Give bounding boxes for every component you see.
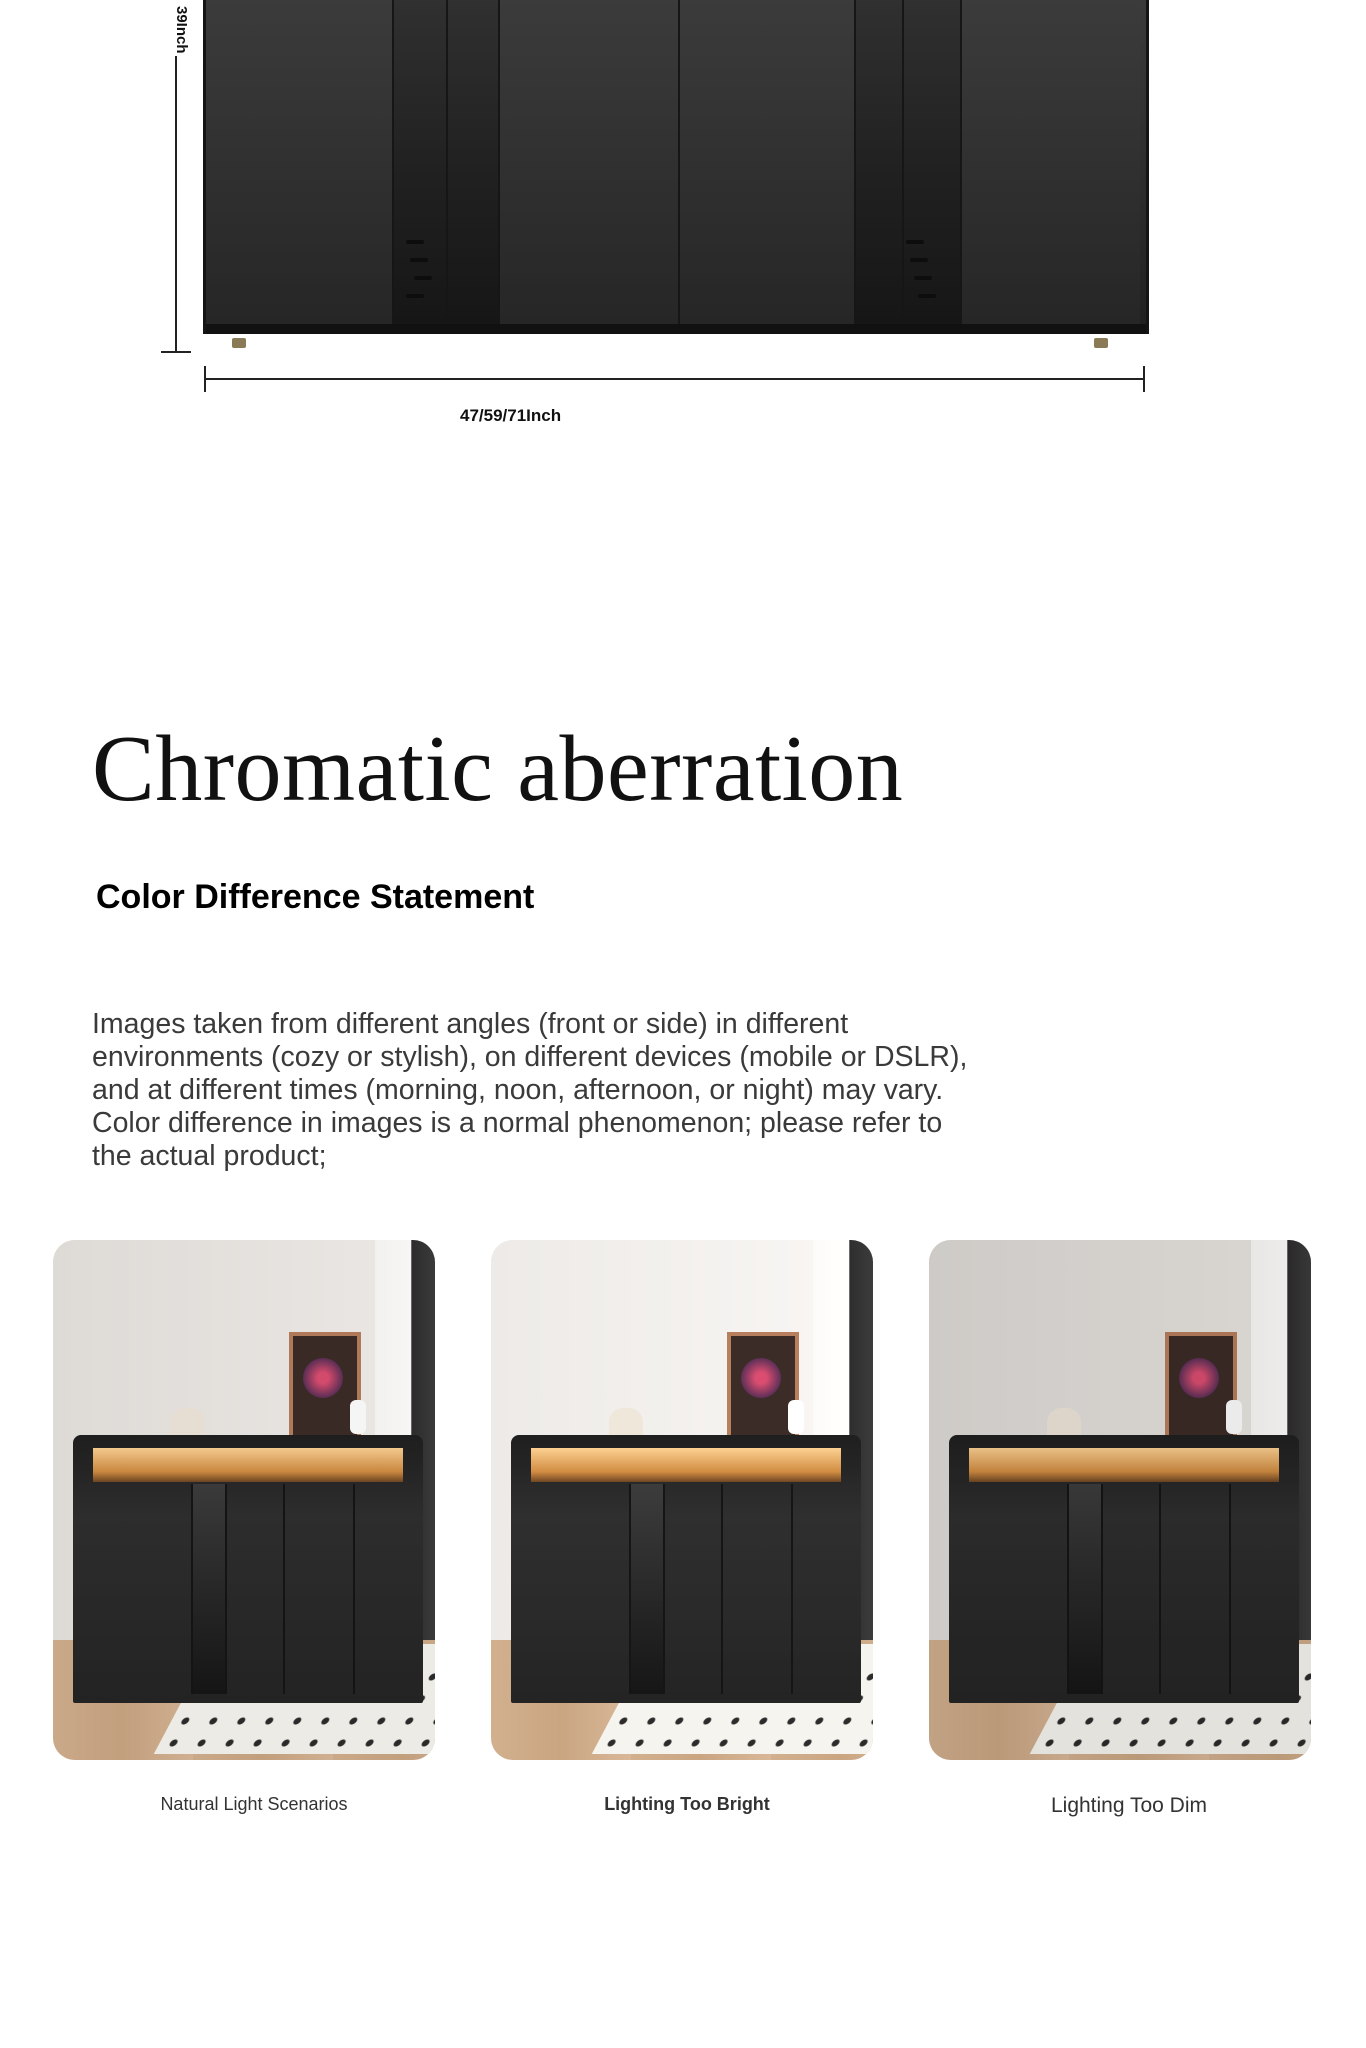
photo-decoration — [609, 1408, 643, 1438]
photo-lit-shelf — [969, 1448, 1279, 1482]
photo-glass-door — [1067, 1484, 1101, 1694]
door-seam — [392, 0, 394, 326]
photo-glass-door — [629, 1484, 663, 1694]
photo-door-line — [791, 1484, 793, 1694]
cabinet-foot — [232, 338, 246, 348]
caption-lighting-too-dim: Lighting Too Dim — [1050, 1794, 1208, 1817]
cabinet-glass-door — [854, 0, 960, 326]
width-dimension-cap — [1143, 366, 1145, 392]
height-dimension-cap — [161, 351, 191, 353]
cabinet-door — [206, 0, 392, 326]
photo-door-line — [225, 1484, 227, 1694]
cabinet-base — [206, 324, 1146, 334]
dimension-illustration — [0, 0, 1366, 460]
section-headline: Chromatic aberration — [92, 717, 904, 821]
photo-vase — [350, 1400, 366, 1434]
reflection-mark — [406, 294, 424, 298]
door-seam — [498, 0, 500, 326]
photo-door-line — [353, 1484, 355, 1694]
height-label: 39Inch — [173, 6, 190, 54]
cabinet-front-view — [203, 0, 1149, 334]
photo-door-line — [1229, 1484, 1231, 1694]
photo-door-line — [283, 1484, 285, 1694]
caption-natural-light: Natural Light Scenarios — [160, 1794, 348, 1814]
photo-decoration — [171, 1408, 205, 1438]
reflection-mark — [906, 240, 924, 244]
photo-lit-shelf — [531, 1448, 841, 1482]
cabinet-foot — [1094, 338, 1108, 348]
door-seam — [902, 0, 904, 326]
reflection-mark — [406, 240, 424, 244]
photo-door-line — [629, 1484, 631, 1694]
door-seam — [678, 0, 680, 326]
reflection-mark — [914, 276, 932, 280]
cabinet-door — [678, 0, 854, 326]
photo-door-line — [1101, 1484, 1103, 1694]
door-seam — [960, 0, 962, 326]
reflection-mark — [918, 294, 936, 298]
cabinet-door — [960, 0, 1140, 326]
photo-lighting-too-dim — [929, 1240, 1311, 1760]
color-difference-statement: Images taken from different angles (front or side) in different environments (cozy or stylish), on different devices (mobile or DSLR), and at different times (morning, noon, afternoon, or night) may vary. Color difference in images is a normal phenomenon; please refer to the actual product; — [92, 1008, 968, 1172]
section-subheadline: Color Difference Statement — [96, 878, 535, 916]
width-dimension-line — [204, 378, 1144, 380]
photo-glass-door — [191, 1484, 225, 1694]
photo-decoration — [1047, 1408, 1081, 1438]
height-dimension-line — [175, 56, 177, 352]
photo-door-line — [721, 1484, 723, 1694]
photo-vase — [1226, 1400, 1242, 1434]
photo-door-line — [1159, 1484, 1161, 1694]
reflection-mark — [414, 276, 432, 280]
photo-lit-shelf — [93, 1448, 403, 1482]
photo-door-line — [663, 1484, 665, 1694]
reflection-mark — [410, 258, 428, 262]
photo-door-line — [191, 1484, 193, 1694]
photo-vase — [788, 1400, 804, 1434]
door-seam — [854, 0, 856, 326]
photo-lighting-too-bright — [491, 1240, 873, 1760]
reflection-mark — [910, 258, 928, 262]
door-seam — [446, 0, 448, 326]
cabinet-door — [498, 0, 678, 326]
cabinet-glass-door — [392, 0, 498, 326]
photo-natural-light — [53, 1240, 435, 1760]
photo-door-line — [1067, 1484, 1069, 1694]
caption-lighting-too-bright: Lighting Too Bright — [604, 1794, 770, 1814]
width-label: 47/59/71Inch — [460, 406, 562, 425]
